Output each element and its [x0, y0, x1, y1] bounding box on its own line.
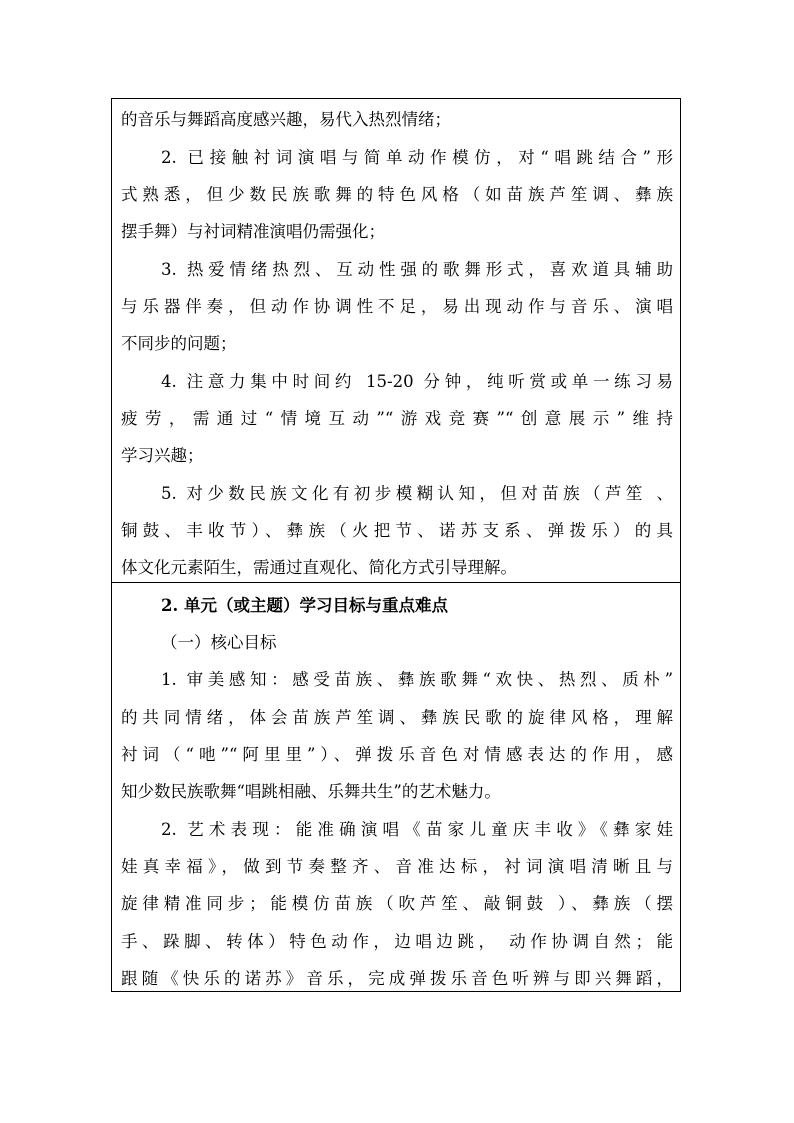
paragraph-line: 式熟悉，但少数民族歌舞的特色风格（如苗族芦笙调、彝族: [121, 185, 673, 204]
paragraph-line: 旋律精准同步；能模仿苗族（吹芦笙、敲铜鼓 ）、彝族（摆: [121, 894, 673, 913]
section-heading: 2. 单元（或主题）学习目标与重点难点: [161, 596, 448, 615]
paragraph-line: 4. 注意力集中时间约 15-20 分钟，纯听赏或单一练习易: [161, 372, 673, 391]
paragraph-line: 知少数民族歌舞“唱跳相融、乐舞共生”的艺术魅力。: [121, 782, 501, 801]
paragraph-line: 手、跺脚、转体）特色动作，边唱边跳， 动作协调自然；能: [121, 932, 673, 951]
paragraph-line: 3. 热爱情绪热烈、互动性强的歌舞形式，喜欢道具辅助: [161, 260, 673, 279]
paragraph-line: 铜鼓、丰收节）、彝族（火把节、诺苏支系、弹拨乐）的具: [121, 521, 673, 540]
paragraph-line: 与乐器伴奏，但动作协调性不足，易出现动作与音乐、演唱: [121, 297, 673, 316]
paragraph-line: 的音乐与舞蹈高度感兴趣，易代入热烈情绪；: [121, 110, 451, 129]
paragraph-line: 5. 对少数民族文化有初步模糊认知，但对苗族（芦笙 、: [161, 484, 673, 503]
paragraph-line: 的共同情绪，体会苗族芦笙调、彝族民歌的旋律风格，理解: [121, 708, 673, 727]
cell-divider: [112, 582, 680, 583]
paragraph-line: 体文化元素陌生，需通过直观化、简化方式引导理解。: [121, 558, 517, 577]
paragraph-line: 1. 审美感知：感受苗族、彝族歌舞“欢快、热烈、质朴”: [161, 670, 673, 689]
paragraph-line: 摆手舞）与衬词精准演唱仍需强化；: [121, 222, 385, 241]
paragraph-line: 娃真幸福》，做到节奏整齐、音准达标，衬词演唱清晰且与: [121, 857, 673, 876]
paragraph-line: 不同步的问题；: [121, 334, 237, 353]
paragraph-line: 衬词（“吔”“阿里里”）、弹拨乐音色对情感表达的作用，感: [121, 745, 673, 764]
paragraph-line: 2. 艺术表现：能准确演唱《苗家儿童庆丰收》《彝家娃: [161, 820, 673, 839]
section-subheading: （一）核心目标: [161, 633, 277, 652]
paragraph-line: 2. 已接触衬词演唱与简单动作模仿，对“唱跳结合”形: [161, 148, 673, 167]
paragraph-line: 学习兴趣；: [121, 446, 204, 465]
paragraph-line: 疲劳，需通过“情境互动”“游戏竞赛”“创意展示”维持: [121, 409, 673, 428]
paragraph-line: 跟随《快乐的诺苏》音乐，完成弹拨乐音色听辨与即兴舞蹈，: [121, 969, 673, 988]
